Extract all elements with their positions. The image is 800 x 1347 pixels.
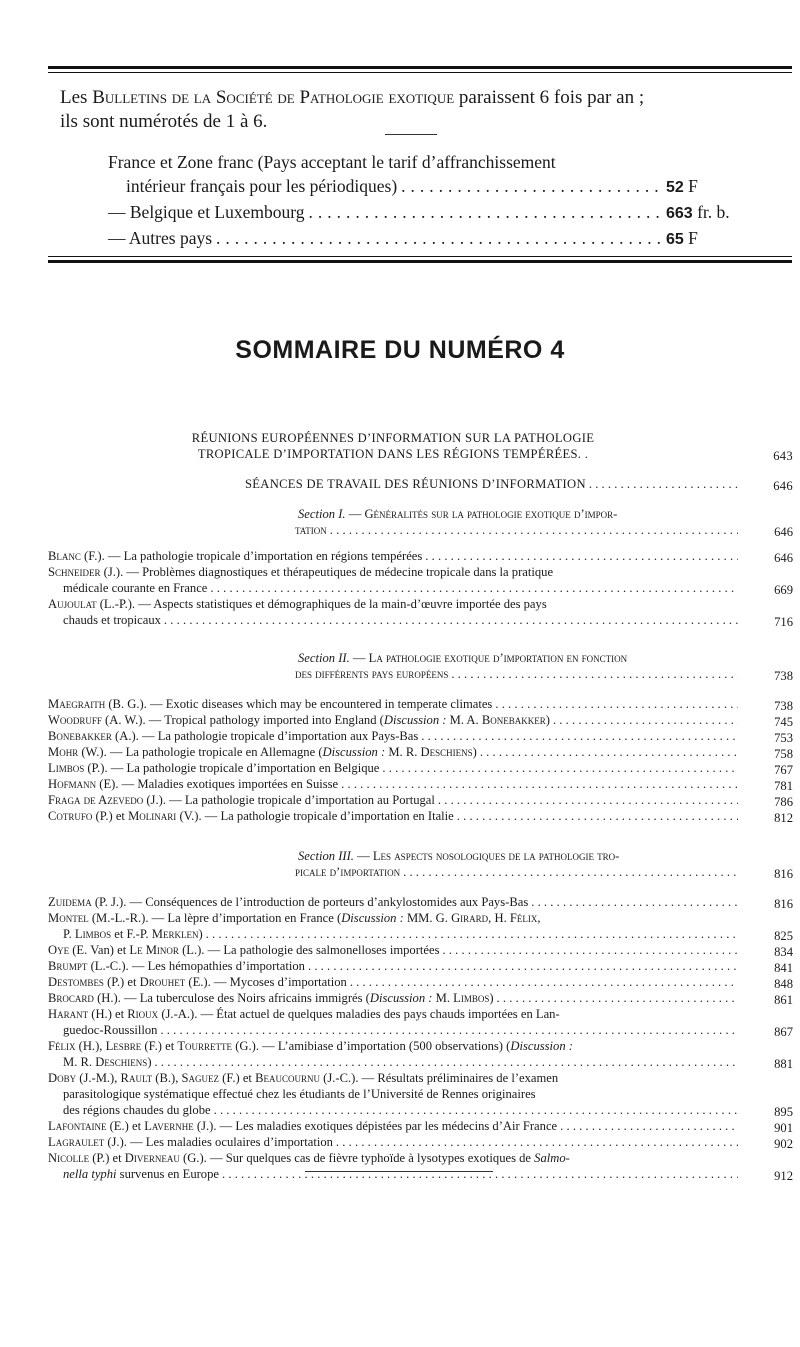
subscription-prices bbox=[108, 150, 748, 252]
price-label: intérieur français pour les périodiques) bbox=[126, 176, 398, 196]
toc-entry bbox=[48, 990, 793, 1006]
page-number: 912 bbox=[774, 1169, 793, 1183]
toc-entry bbox=[48, 974, 793, 990]
toc-heading-text: TROPICALE D’IMPORTATION DANS LES RÉGIONS TEMPÉRÉES. bbox=[197, 447, 582, 461]
price-unit: F bbox=[683, 176, 698, 196]
leader-dots bbox=[222, 1166, 738, 1182]
entry-title: (P.) et bbox=[92, 809, 129, 823]
short-divider bbox=[385, 134, 437, 135]
author-name: Beaucournu bbox=[255, 1071, 320, 1085]
page-number: 901 bbox=[774, 1121, 793, 1135]
author-name: Bonebakker bbox=[481, 713, 546, 727]
entry-title: (P. J.). — Conséquences de l’introduction de porteurs d’ankylostomides aux Pays-Bas bbox=[91, 895, 529, 909]
leader-dots bbox=[401, 174, 662, 198]
page-number: 834 bbox=[774, 945, 793, 959]
leader-dots bbox=[330, 522, 738, 538]
entry-title: (P.) et bbox=[89, 1151, 125, 1165]
section-heading-3 bbox=[48, 848, 793, 880]
entry-title: , bbox=[537, 911, 541, 925]
notice-line2: ils sont numérotés de 1 à 6. bbox=[60, 111, 268, 132]
leader-dots bbox=[553, 712, 738, 728]
entry-title: (J.). — Les maladies oculaires d’importation bbox=[104, 1135, 333, 1149]
toc-entry bbox=[48, 564, 793, 596]
toc-entry bbox=[48, 1070, 793, 1118]
page-number: 881 bbox=[774, 1057, 793, 1071]
section-title: des différents pays européens bbox=[295, 667, 449, 681]
author-name: Nicolle bbox=[48, 1151, 90, 1165]
page-number: 767 bbox=[774, 763, 793, 777]
bulletins-name: Bulletins de la Société de Pathologie exotique bbox=[92, 87, 455, 108]
price-row bbox=[108, 150, 748, 174]
leader-dots bbox=[480, 744, 738, 760]
entry-title: ) bbox=[147, 1055, 152, 1069]
page-number: 643 bbox=[773, 449, 793, 463]
entry-title: (F.) et bbox=[141, 1039, 178, 1053]
toc-entry bbox=[48, 760, 793, 776]
entry-title: M. bbox=[432, 991, 454, 1005]
leader-dots bbox=[451, 666, 738, 682]
section-title: — La pathologie exotique d’importation en fonction bbox=[349, 651, 628, 665]
entry-title: (L.-P.). — Aspects statistiques et démographiques de la main-d’œuvre importée des pays bbox=[96, 597, 547, 611]
author-name: Girard bbox=[451, 911, 489, 925]
author-name: Blanc bbox=[48, 549, 81, 563]
page-number: 848 bbox=[774, 977, 793, 991]
species-name: Salmo- bbox=[534, 1151, 570, 1165]
entry-title: ) bbox=[472, 745, 477, 759]
author-name: Lagraulet bbox=[48, 1135, 105, 1149]
price-value: 65 bbox=[666, 231, 684, 248]
publication-notice bbox=[60, 86, 795, 134]
leader-dots bbox=[160, 1022, 738, 1038]
author-name: Lesbre bbox=[105, 1039, 142, 1053]
leader-dots bbox=[309, 200, 662, 224]
toc-entry bbox=[48, 776, 793, 792]
entry-title: MM. G. bbox=[403, 911, 452, 925]
author-name: Rioux bbox=[127, 1007, 159, 1021]
page-number: 738 bbox=[774, 699, 793, 713]
page-number: 646 bbox=[773, 479, 793, 493]
leader-dots bbox=[531, 894, 738, 910]
toc-heading-text: SÉANCES DE TRAVAIL DES RÉUNIONS D’INFORMATION bbox=[245, 477, 586, 491]
entry-title: médicale courante en France bbox=[63, 581, 208, 595]
page-number: 895 bbox=[774, 1105, 793, 1119]
leader-dots bbox=[308, 958, 738, 974]
toc-entry bbox=[48, 910, 793, 942]
leader-dots bbox=[214, 1102, 738, 1118]
author-name: Limbos bbox=[48, 761, 85, 775]
toc-entry bbox=[48, 1150, 793, 1182]
author-name: Félix bbox=[48, 1039, 76, 1053]
page-number: 841 bbox=[774, 961, 793, 975]
page-number: 812 bbox=[774, 811, 793, 825]
price-label: France et Zone franc (Pays acceptant le tarif d’affranchissement bbox=[108, 152, 556, 172]
price-label: — Belgique et Luxembourg bbox=[108, 202, 305, 222]
leader-dots bbox=[457, 808, 738, 824]
entry-title: (E.) et bbox=[106, 1119, 145, 1133]
page-number: 758 bbox=[774, 747, 793, 761]
page-number: 716 bbox=[774, 615, 793, 629]
species-name: nella typhi bbox=[63, 1167, 117, 1181]
footer-divider bbox=[305, 1171, 493, 1172]
leader-dots bbox=[421, 728, 738, 744]
page-number: 816 bbox=[774, 867, 793, 881]
author-name: Doby bbox=[48, 1071, 77, 1085]
author-name: Bonebakker bbox=[48, 729, 112, 743]
price-row bbox=[108, 200, 748, 226]
toc-entry bbox=[48, 1038, 793, 1070]
entry-title: (E). — Maladies exotiques importées en Suisse bbox=[96, 777, 339, 791]
entry-title: P. bbox=[63, 927, 75, 941]
entry-title: M. R. bbox=[385, 745, 421, 759]
entry-title: (G.). — L’amibiase d’importation (500 observations) ( bbox=[232, 1039, 511, 1053]
toc-heading-text: RÉUNIONS EUROPÉENNES D’INFORMATION SUR LA PATHOLOGIE bbox=[191, 431, 595, 445]
entry-title: (F.) et bbox=[219, 1071, 256, 1085]
entry-title: des régions chaudes du globe bbox=[63, 1103, 211, 1117]
entry-title: parasitologique systématique effectué chez les étudiants de l’Université de Rennes originaires bbox=[63, 1087, 536, 1101]
discussion-label: Discussion : bbox=[369, 991, 433, 1005]
entry-title: (L.). — La pathologie des salmonelloses importées bbox=[178, 943, 440, 957]
entry-title: ) bbox=[489, 991, 494, 1005]
author-name: Brumpt bbox=[48, 959, 88, 973]
entry-title: (A. W.). — Tropical pathology imported into England ( bbox=[101, 713, 384, 727]
toc-entry bbox=[48, 1134, 793, 1150]
entry-title: (P.). — La pathologie tropicale d’importation en Belgique bbox=[84, 761, 380, 775]
author-name: Félix bbox=[509, 911, 538, 925]
author-name: Brocard bbox=[48, 991, 94, 1005]
author-name: Mohr bbox=[48, 745, 79, 759]
top-rule-1 bbox=[48, 66, 792, 69]
table-of-contents bbox=[48, 430, 793, 1182]
entry-title: (J.-A.). — État actuel de quelques maladies des pays chauds importées en Lan- bbox=[158, 1007, 560, 1021]
leader-dots bbox=[336, 1134, 738, 1150]
price-value: 663 bbox=[666, 205, 693, 222]
discussion-label: Discussion : bbox=[510, 1039, 573, 1053]
price-row bbox=[108, 226, 748, 252]
author-name: Montel bbox=[48, 911, 89, 925]
section-title: picale d’importation bbox=[295, 865, 401, 879]
leader-dots bbox=[382, 760, 738, 776]
entry-title: (E. Van) et bbox=[69, 943, 130, 957]
author-name: Molinari bbox=[128, 809, 177, 823]
toc-entry bbox=[48, 548, 793, 564]
entry-title: (H.) et bbox=[88, 1007, 128, 1021]
entry-title: (E.). — Mycoses d’importation bbox=[185, 975, 347, 989]
author-name: Deschiens bbox=[420, 745, 473, 759]
author-name: Lavernhe bbox=[144, 1119, 194, 1133]
section-heading-1 bbox=[48, 506, 793, 538]
author-name: Limbos bbox=[453, 991, 490, 1005]
toc-entry bbox=[48, 808, 793, 824]
toc-heading-text: TROPICALE D’IMPORTATION DANS LES RÉGIONS TEMPÉRÉES. . bbox=[197, 447, 589, 461]
author-name: Cotrufo bbox=[48, 809, 93, 823]
entry-title: (H.), bbox=[75, 1039, 106, 1053]
bottom-rule-2 bbox=[48, 260, 792, 263]
toc-entry bbox=[48, 1118, 793, 1134]
leader-dots bbox=[216, 226, 662, 250]
author-name: Merklen bbox=[151, 927, 199, 941]
discussion-label: Discussion : bbox=[383, 713, 447, 727]
entry-title: guedoc-Roussillon bbox=[63, 1023, 158, 1037]
notice-text: Les bbox=[60, 87, 93, 108]
top-rule-2 bbox=[48, 72, 792, 73]
author-name: Schneider bbox=[48, 565, 101, 579]
author-name: Rault bbox=[120, 1071, 153, 1085]
author-name: Deschiens bbox=[95, 1055, 148, 1069]
price-row bbox=[108, 174, 748, 200]
author-name: Diverneau bbox=[124, 1151, 180, 1165]
leader-dots bbox=[495, 696, 738, 712]
author-name: Destombes bbox=[48, 975, 104, 989]
author-name: Drouhet bbox=[139, 975, 186, 989]
page-number: 753 bbox=[774, 731, 793, 745]
price-label: — Autres pays bbox=[108, 228, 213, 248]
entry-title: chauds et tropicaux bbox=[63, 613, 161, 627]
toc-entry bbox=[48, 958, 793, 974]
entry-title: (J.). — La pathologie tropicale d’importation au Portugal bbox=[143, 793, 435, 807]
leader-dots bbox=[155, 1054, 738, 1070]
entry-title: (V.). — La pathologie tropicale d’importation en Italie bbox=[176, 809, 454, 823]
price-unit: F bbox=[683, 228, 698, 248]
section-label: Section III. bbox=[298, 849, 354, 863]
page-number: 646 bbox=[774, 551, 793, 565]
page-number: 646 bbox=[774, 525, 793, 539]
entry-title: , H. bbox=[488, 911, 510, 925]
page-number: 902 bbox=[774, 1137, 793, 1151]
page-number: 745 bbox=[774, 715, 793, 729]
entry-title: (L.-C.). — Les hémopathies d’importation bbox=[87, 959, 305, 973]
leader-dots bbox=[164, 612, 738, 628]
author-name: Fraga de Azevedo bbox=[48, 793, 144, 807]
page-number: 781 bbox=[774, 779, 793, 793]
toc-entry bbox=[48, 894, 793, 910]
entry-title: (J.). — Problèmes diagnostiques et thérapeutiques de médecine tropicale dans la pratique bbox=[100, 565, 554, 579]
toc-entry bbox=[48, 744, 793, 760]
page-title: SOMMAIRE DU NUMÉRO 4 bbox=[235, 336, 565, 364]
entry-title: (W.). — La pathologie tropicale en Allemagne ( bbox=[78, 745, 323, 759]
entry-title: survenus en Europe bbox=[116, 1167, 219, 1181]
leader-dots bbox=[497, 990, 738, 1006]
author-name: Woodruff bbox=[48, 713, 102, 727]
leader-dots bbox=[341, 776, 738, 792]
section-label: Section II. bbox=[298, 651, 350, 665]
entry-title: (B.), bbox=[152, 1071, 182, 1085]
entry-title: (B. G.). — Exotic diseases which may be encountered in temperate climates bbox=[105, 697, 493, 711]
author-name: Harant bbox=[48, 1007, 89, 1021]
entry-title: (F.). — La pathologie tropicale d’importation en régions tempérées bbox=[80, 549, 423, 563]
entry-title: (A.). — La pathologie tropicale d’importation aux Pays-Bas bbox=[111, 729, 419, 743]
section-title: tation bbox=[295, 523, 327, 537]
discussion-label: Discussion : bbox=[322, 745, 386, 759]
page-number: 669 bbox=[774, 583, 793, 597]
author-name: Hofmann bbox=[48, 777, 97, 791]
entry-title: (J.-M.), bbox=[76, 1071, 121, 1085]
entry-title: (H.). — La tuberculose des Noirs africains immigrés ( bbox=[93, 991, 370, 1005]
toc-entry bbox=[48, 942, 793, 958]
page-number: 861 bbox=[774, 993, 793, 1007]
section-title: — Généralités sur la pathologie exotique d’impor- bbox=[345, 507, 618, 521]
page-number: 738 bbox=[774, 669, 793, 683]
author-name: Saguez bbox=[181, 1071, 220, 1085]
section-label: Section I. bbox=[298, 507, 346, 521]
bottom-rule-1 bbox=[48, 256, 792, 257]
entry-title: M. R. bbox=[63, 1055, 96, 1069]
leader-dots bbox=[206, 926, 738, 942]
entry-title: (J.). — Les maladies exotiques dépistées par les médecins d’Air France bbox=[193, 1119, 558, 1133]
leader-dots bbox=[350, 974, 738, 990]
page-number: 867 bbox=[774, 1025, 793, 1039]
author-name: Tourrette bbox=[177, 1039, 233, 1053]
price-value: 52 bbox=[666, 179, 684, 196]
author-name: Lafontaine bbox=[48, 1119, 107, 1133]
toc-entry bbox=[48, 792, 793, 808]
discussion-label: Discussion : bbox=[341, 911, 404, 925]
entry-title: (J.-C.). — Résultats préliminaires de l’examen bbox=[320, 1071, 559, 1085]
page-number: 816 bbox=[774, 897, 793, 911]
section-heading-2 bbox=[48, 650, 793, 682]
page-number: 786 bbox=[774, 795, 793, 809]
toc-heading-seances bbox=[48, 476, 793, 492]
entry-title: M. A. bbox=[446, 713, 482, 727]
leader-dots bbox=[442, 942, 738, 958]
entry-title: (P.) et bbox=[103, 975, 140, 989]
author-name: Limbos bbox=[74, 927, 112, 941]
author-name: Zuidema bbox=[48, 895, 92, 909]
entry-title: (G.). — Sur quelques cas de fièvre typhoïde à lysotypes exotiques de bbox=[179, 1151, 535, 1165]
toc-heading-reunions bbox=[48, 430, 793, 462]
entry-title: ) bbox=[198, 927, 203, 941]
leader-dots bbox=[210, 580, 738, 596]
page-number: 825 bbox=[774, 929, 793, 943]
toc-entry bbox=[48, 1006, 793, 1038]
author-name: Maegraith bbox=[48, 697, 106, 711]
leader-dots bbox=[589, 476, 738, 492]
toc-entry bbox=[48, 596, 793, 628]
toc-entry bbox=[48, 696, 793, 712]
entry-title: ) bbox=[545, 713, 550, 727]
leader-dots bbox=[403, 864, 738, 880]
entry-title: et F.-P. bbox=[111, 927, 152, 941]
author-name: Le Minor bbox=[129, 943, 179, 957]
toc-entry bbox=[48, 728, 793, 744]
price-unit: fr. b. bbox=[692, 202, 730, 222]
leader-dots bbox=[425, 548, 738, 564]
leader-dots bbox=[560, 1118, 738, 1134]
entry-title: (M.-L.-R.). — La lèpre d’importation en France ( bbox=[88, 911, 342, 925]
notice-text: paraissent 6 fois par an ; bbox=[454, 87, 645, 108]
section-title: — Les aspects nosologiques de la pathologie tro- bbox=[353, 849, 620, 863]
leader-dots bbox=[438, 792, 738, 808]
toc-entry bbox=[48, 712, 793, 728]
author-name: Aujoulat bbox=[48, 597, 97, 611]
author-name: Oye bbox=[48, 943, 70, 957]
